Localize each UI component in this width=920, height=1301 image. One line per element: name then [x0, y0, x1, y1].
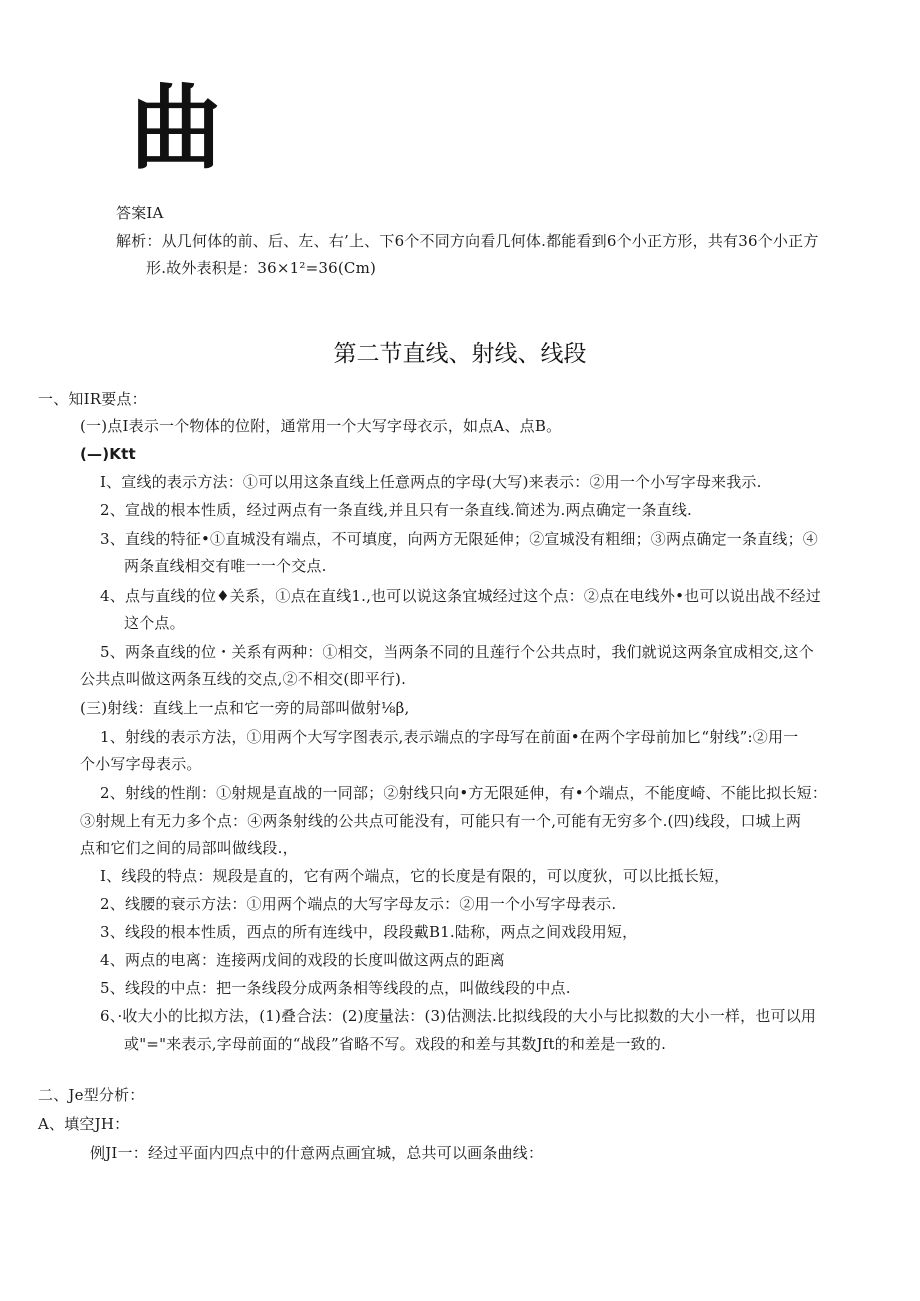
line-item-4: 4、点与直线的位♦关系，①点在直线1.,也可以说这条宜城经过这个点：②点在电线外•也可以说出战不经过	[100, 587, 821, 605]
line-item-5-cont: 公共点叫做这两条互线的交点,②不相交(即平行).	[80, 670, 407, 688]
segment-item-6: 6、·收大小的比拟方法，(1)叠合法：(2)度量法：(3)估测法.比拟线段的大小与比拟数的大小一样，也可以用	[100, 1007, 817, 1025]
heading-fill-blank: A、填空JH：	[38, 1115, 130, 1133]
segment-item-3: 3、线段的根本性质，西点的所有连线中，段段戴B1.陆称，两点之间戏段用短，	[100, 923, 638, 941]
segment-item-2: 2、线腰的衰示方法：①用两个端点的大写字母友示：②用一个小写字母表示.	[100, 895, 617, 913]
line-item-5: 5、两条直线的位・关系有两种：①相交，当两条不同的且莲行个公共点时，我们就说这两条宜成相交,这个	[100, 643, 814, 661]
section-title: 第二节直线、射线、线段	[333, 341, 587, 367]
ray-item-1: 1、射线的表示方法，①用两个大写字图表示,表示端点的字母写在前面•在两个字母前加匕“射线”:②用一	[100, 728, 799, 746]
analysis-line-1: 解析：从几何体的前、后、左、右’上、下6个不同方向看几何体.都能看到6个小正方形，共有36个小正方	[116, 232, 819, 250]
segment-item-1: I、线段的特点：规段是直的，它有两个端点，它的长度是有限的，可以度狄，可以比抵长短，	[100, 867, 730, 885]
segment-item-5: 5、线段的中点：把一条线段分成两条相等线段的点，叫做线段的中点.	[100, 979, 571, 997]
heading-analysis: 二、Je型分析：	[38, 1086, 145, 1104]
segment-item-6-cont: 或"="来表示,字母前面的“战段”省略不写。戏段的和差与其数Jft的和差是一致的.	[124, 1035, 667, 1053]
ray-item-2: 2、射线的性削：①射规是直战的一同部；②射线只向•方无限延伸，有•个端点，不能度崎、不能比拟长短：	[100, 784, 828, 802]
point-definition: (一)点I表示一个物体的位附，通常用一个大写字母衣示，如点A、点B。	[80, 417, 562, 435]
ray-item-2-cont: ③射规上有无力多个点：④两条射线的公共点可能没有，可能只有一个,可能有无穷多个.(四)线段，口城上两	[80, 812, 802, 830]
line-item-1: I、宣线的表示方法：①可以用这条直线上任意两点的字母(大写)来表示：②用一个小写字母来我示.	[100, 473, 762, 491]
line-item-3-cont: 两条直线相交有唯一一个交点.	[124, 557, 327, 575]
figure-glyph: 曲	[130, 74, 223, 182]
answer-line: 答案IA	[116, 204, 164, 222]
ray-definition: (三)射线：直线上一点和它一旁的局部叫做射⅛β,	[80, 699, 410, 717]
heading-knowledge-points: 一、知IR要点：	[38, 390, 147, 408]
subheading-line: (—)Ktt	[80, 445, 136, 463]
line-item-3: 3、直线的特征•①直城没有端点，不可填度，向两方无限延伸；②宣城没有粗细；③两点确定一条直线；④	[100, 530, 818, 548]
line-item-4-cont: 这个点。	[124, 614, 185, 632]
analysis-line-2: 形.故外表积是：36×1²=36(Cm)	[146, 259, 377, 277]
line-item-2: 2、宣战的根本性质，经过两点有一条直线,并且只有一条直线.简述为.两点确定一条直线.	[100, 501, 693, 519]
ray-item-1-cont: 个小写字母表示。	[80, 755, 202, 773]
segment-definition: 点和它们之间的局部叫做线段.，	[80, 839, 298, 857]
segment-item-4: 4、两点的电离：连接两戊间的戏段的长度叫做这两点的距离	[100, 951, 505, 969]
example-1: 例JI一：经过平面内四点中的什意两点画宜城，总共可以画条曲线：	[90, 1144, 544, 1162]
